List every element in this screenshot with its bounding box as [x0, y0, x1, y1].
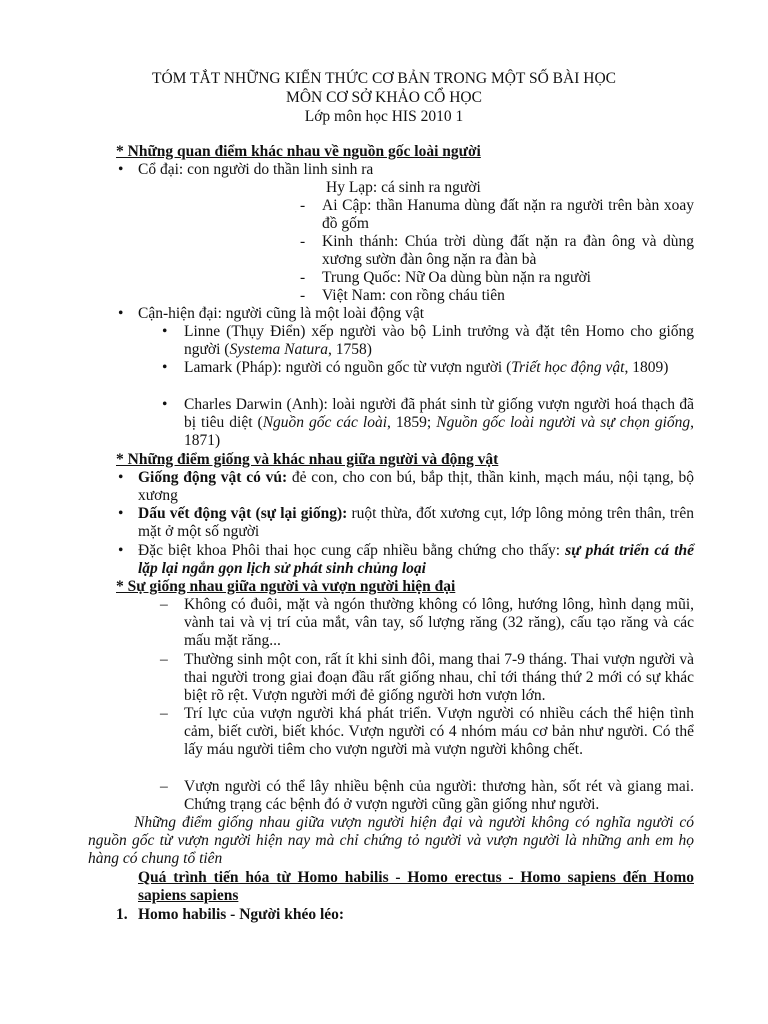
ape-similarity-item-4: Vượn người có thể lây nhiều bệnh của người: thương hàn, sốt rét và giang mai. Chứng trạng các bệnh đó ở vượn người cũng gần giống như người.: [184, 778, 694, 813]
ancient-egypt-item: Ai Cập: thần Hanuma dùng đất nặn ra người trên bàn xoay đồ gốm: [322, 197, 694, 232]
endash-marker: –: [160, 596, 168, 613]
section-heading-evolution: Quá trình tiến hóa từ Homo habilis - Homo erectus - Homo sapiens đến Homo sapiens sapiens: [138, 869, 694, 904]
vestige-traits-item: Dấu vết động vật (sự lại giống): ruột thừa, đốt xương cụt, lớp lông mỏng trên thân, trên mặt ở một số người: [138, 505, 694, 540]
ape-conclusion-paragraph: Những điểm giống nhau giữa vượn người hiện đại và người không có nghĩa người có nguồn gốc từ vượn người hiện nay mà chỉ chứng tỏ người và vượn người là những anh em họ hàng có chung tổ tiên: [88, 814, 694, 867]
vietnam-item: Việt Nam: con rồng cháu tiên: [322, 287, 505, 304]
dash-marker: -: [300, 197, 306, 214]
bullet-marker: •: [118, 469, 124, 486]
ape-similarity-item-2: Thường sinh một con, rất ít khi sinh đôi, mang thai 7-9 tháng. Thai vượn người và thai người trong giai đoạn đầu rất giống nhau, chỉ tới tháng thứ 2 mới có sự khác biệt rõ rệt. Vượn người mới đẻ giống người hơn vượn lớn.: [184, 651, 694, 704]
bullet-marker: •: [118, 161, 124, 178]
embryology-item: Đặc biệt khoa Phôi thai học cung cấp nhiều bằng chứng cho thấy: sự phát triển cá thể lặp lại ngắn gọn lịch sử phát sinh chủng loại: [138, 542, 694, 577]
bullet-marker: •: [118, 505, 124, 522]
document-title-line2: MÔN CƠ SỞ KHẢO CỔ HỌC: [286, 89, 482, 106]
linne-item: Linne (Thụy Điển) xếp người vào bộ Linh trưởng và đặt tên Homo cho giống người (Systema Natura, 1758): [184, 323, 694, 358]
china-item: Trung Quốc: Nữ Oa dùng bùn nặn ra người: [322, 269, 591, 286]
bible-item: Kinh thánh: Chúa trời dùng đất nặn ra đàn ông và dùng xương sườn đàn ông nặn ra đàn bà: [322, 233, 694, 268]
bullet-marker: •: [162, 323, 168, 340]
bullet-marker: •: [118, 542, 124, 559]
ancient-greece-item: Hy Lạp: cá sinh ra người: [326, 179, 481, 196]
document-title-line1: TÓM TẮT NHỮNG KIẾN THỨC CƠ BẢN TRONG MỘT SỐ BÀI HỌC: [152, 70, 616, 87]
dash-marker: -: [300, 269, 306, 286]
ancient-view-label: Cổ đại: con người do thần linh sinh ra: [138, 161, 374, 178]
endash-marker: –: [160, 651, 168, 668]
dash-marker: -: [300, 233, 306, 250]
endash-marker: –: [160, 778, 168, 795]
bullet-marker: •: [162, 396, 168, 413]
darwin-item: Charles Darwin (Anh): loài người đã phát sinh từ giống vượn người hoá thạch đã bị tiêu diệt (Nguồn gốc các loài, 1859; Nguồn gốc loài người và sự chọn giống, 1871): [184, 396, 695, 449]
lamark-item: Lamark (Pháp): người có nguồn gốc từ vượn người (Triết học động vật, 1809): [184, 359, 669, 376]
mammal-traits-item: Giống động vật có vú: đẻ con, cho con bú, bắp thịt, thần kinh, mạch máu, nội tạng, bộ xương: [138, 469, 694, 504]
section-heading-ape-similarity: * Sự giống nhau giữa người và vượn người hiện đại: [116, 578, 456, 595]
ape-similarity-item-3: Trí lực của vượn người khá phát triển. Vượn người có nhiều cách thể hiện tình cảm, biết cười, biết khóc. Vượn người có 4 nhóm máu cơ bản như người. Có thể lấy máu người tiêm cho vượn người mà vượn người không chết.: [184, 705, 694, 758]
ape-similarity-item-1: Không có đuôi, mặt và ngón thường không có lông, hướng lông, hình dạng mũi, vành tai và vị trí của mắt, vân tay, số lượng răng (32 răng), cấu tạo răng và các mấu mặt răng...: [184, 596, 694, 649]
endash-marker: –: [160, 705, 168, 722]
section-heading-origins: * Những quan điểm khác nhau về nguồn gốc loài người: [116, 143, 481, 160]
homo-habilis-heading: Homo habilis - Người khéo léo:: [138, 906, 345, 923]
modern-view-label: Cận-hiện đại: người cũng là một loài động vật: [138, 305, 425, 322]
class-code-line: Lớp môn học HIS 2010 1: [304, 108, 464, 125]
bullet-marker: •: [162, 359, 168, 376]
bullet-marker: •: [118, 305, 124, 322]
section-heading-human-animal: * Những điểm giống và khác nhau giữa người và động vật: [116, 451, 499, 468]
list-number: 1.: [116, 906, 128, 923]
dash-marker: -: [300, 287, 306, 304]
